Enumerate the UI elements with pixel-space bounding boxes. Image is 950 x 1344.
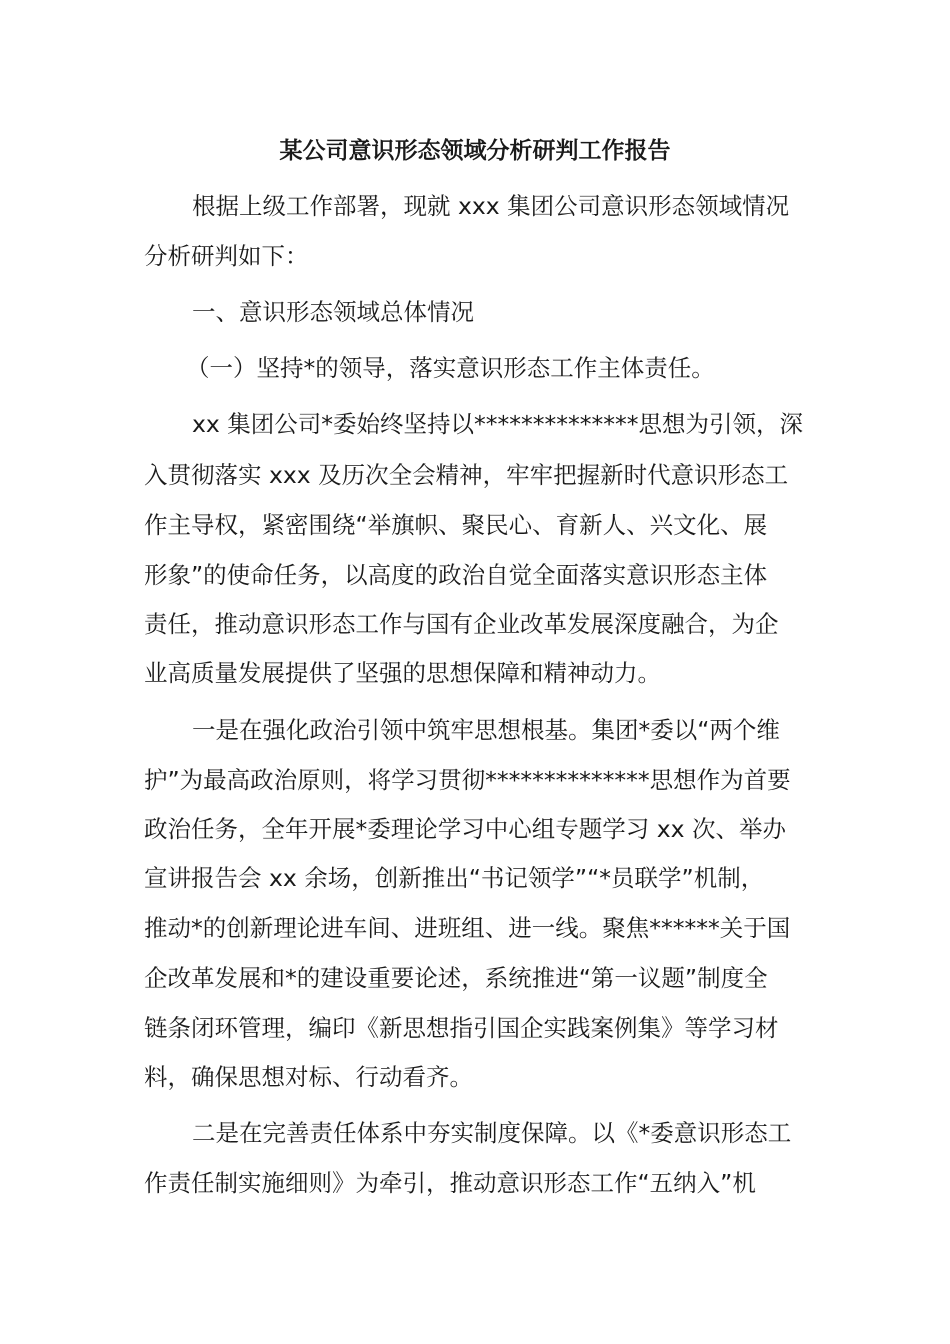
paragraph-line: 企改革发展和*的建设重要论述，系统推进“第一议题”制度全 — [144, 964, 768, 992]
paragraph-line: 作责任制实施细则》为牵引，推动意识形态工作“五纳入”机 — [144, 1169, 756, 1197]
paragraph-line: 政治任务，全年开展*委理论学习中心组专题学习 xx 次、举办 — [144, 815, 787, 843]
paragraph-line: 业高质量发展提供了坚强的思想保障和精神动力。 — [144, 659, 661, 687]
paragraph-line: 一是在强化政治引领中筑牢思想根基。集团*委以“两个维 — [192, 716, 780, 744]
paragraph-line: xx 集团公司*委始终坚持以**************思想为引领，深 — [192, 410, 804, 438]
paragraph-line: 料，确保思想对标、行动看齐。 — [144, 1063, 473, 1091]
paragraph-line: 责任，推动意识形态工作与国有企业改革发展深度融合，为企 — [144, 610, 779, 638]
paragraph-line: 入贯彻落实 xxx 及历次全会精神，牢牢把握新时代意识形态工 — [144, 461, 789, 489]
paragraph-line: 形象”的使命任务，以高度的政治自觉全面落实意识形态主体 — [144, 561, 768, 589]
paragraph-line: 宣讲报告会 xx 余场，创新推出“书记领学”“*员联学”机制， — [144, 864, 765, 892]
paragraph-line: 分析研判如下： — [144, 242, 309, 270]
paragraph-line: 作主导权，紧密围绕“举旗帜、聚民心、育新人、兴文化、展 — [144, 511, 768, 539]
paragraph-line: 推动*的创新理论进车间、进班组、进一线。聚焦******关于国 — [144, 914, 791, 942]
paragraph-line: 护”为最高政治原则，将学习贯彻**************思想作为首要 — [144, 766, 791, 794]
subsection-heading: （一）坚持*的领导，落实意识形态工作主体责任。 — [186, 354, 715, 382]
section-heading: 一、意识形态领域总体情况 — [192, 298, 474, 326]
paragraph-line: 链条闭环管理，编印《新思想指引国企实践案例集》等学习材 — [144, 1014, 779, 1042]
document-title: 某公司意识形态领域分析研判工作报告 — [279, 138, 671, 164]
paragraph-line: 二是在完善责任体系中夯实制度保障。以《*委意识形态工 — [192, 1119, 792, 1147]
paragraph-line: 根据上级工作部署，现就 xxx 集团公司意识形态领域情况 — [192, 192, 790, 220]
